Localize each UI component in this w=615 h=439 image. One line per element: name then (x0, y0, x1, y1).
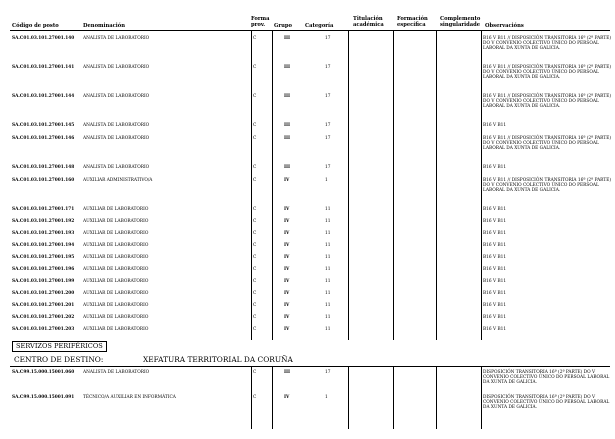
header-complemento: Complemento singularidade (440, 16, 481, 28)
cell-code: SA.C01.03.101.27001.195 (12, 255, 75, 260)
cell-code: SA.C01.03.101.27001.160 (12, 178, 75, 183)
cell-observacions: B16 V B11 // DISPOSICIÓN TRANSITORIA 16ª (2ª PARTE) DO V CONVENIO COLECTIVO ÚNICO DO PERSOAL LABORAL DA XUNTA DE GALICIA. (483, 94, 612, 110)
cell-grupo: IV (284, 178, 290, 183)
cell-grupo: IV (284, 315, 290, 320)
cell-forma: C (253, 243, 257, 248)
cell-denominacion: AUXILIAR DE LABORATORIO (83, 279, 149, 284)
cell-forma: C (253, 178, 257, 183)
cell-code: SA.C01.03.101.27001.196 (12, 267, 75, 272)
cell-categoria: 17 (325, 165, 331, 170)
cell-forma: C (253, 207, 257, 212)
cell-denominacion: ANALISTA DE LABORATORIO (83, 370, 150, 375)
cell-code: SA.C01.03.101.27001.194 (12, 243, 75, 248)
centro-underline (10, 366, 610, 367)
col-separator (272, 367, 273, 429)
cell-grupo: III (284, 65, 291, 70)
cell-code: SA.C01.03.101.27001.193 (12, 231, 75, 236)
cell-denominacion: TÉCNICO/A AUXILIAR EN INFORMÁTICA (83, 395, 176, 400)
cell-code: SA.C01.03.101.27001.146 (12, 136, 75, 141)
cell-code: SA.C01.03.101.27001.171 (12, 207, 75, 212)
cell-observacions: B16 V B11 // DISPOSICIÓN TRANSITORIA 16ª (2ª PARTE) DO V CONVENIO COLECTIVO ÚNICO DO PERSOAL LABORAL DA XUNTA DE GALICIA. (483, 136, 612, 152)
cell-grupo: IV (284, 327, 290, 332)
cell-grupo: III (284, 136, 291, 141)
cell-observacions: B16 V B11 (483, 291, 507, 296)
cell-grupo: IV (284, 243, 290, 248)
cell-forma: C (253, 231, 257, 236)
cell-observacions: B16 V B11 // DISPOSICIÓN TRANSITORIA 16ª (2ª PARTE) DO V CONVENIO COLECTIVO ÚNICO DO PERSOAL LABORAL DA XUNTA DE GALICIA. (483, 36, 612, 52)
cell-observacions: B16 V B11 (483, 243, 507, 248)
cell-forma: C (253, 36, 257, 41)
cell-forma: C (253, 315, 257, 320)
col-separator (436, 31, 437, 340)
col-separator (251, 31, 252, 340)
cell-denominacion: ANALISTA DE LABORATORIO (83, 94, 150, 99)
cell-grupo: III (284, 123, 291, 128)
cell-grupo: IV (284, 231, 290, 236)
cell-denominacion: AUXILIAR DE LABORATORIO (83, 303, 149, 308)
cell-forma: C (253, 303, 257, 308)
cell-categoria: 11 (325, 267, 331, 272)
cell-observacions: B16 V B11 (483, 207, 507, 212)
cell-categoria: 11 (325, 255, 331, 260)
col-separator (348, 31, 349, 340)
cell-denominacion: ANALISTA DE LABORATORIO (83, 136, 150, 141)
cell-denominacion: AUXILIAR DE LABORATORIO (83, 327, 149, 332)
cell-grupo: IV (284, 279, 290, 284)
cell-denominacion: AUXILIAR DE LABORATORIO (83, 219, 149, 224)
cell-forma: C (253, 279, 257, 284)
cell-denominacion: AUXILIAR DE LABORATORIO (83, 255, 149, 260)
header-underline (10, 30, 610, 31)
cell-grupo: III (284, 94, 291, 99)
header-categoria: Categoría (305, 23, 334, 29)
cell-categoria: 11 (325, 279, 331, 284)
cell-forma: C (253, 255, 257, 260)
cell-forma: C (253, 123, 257, 128)
cell-observacions: B16 V B11 (483, 165, 507, 170)
cell-categoria: 11 (325, 243, 331, 248)
cell-grupo: IV (284, 207, 290, 212)
cell-categoria: 17 (325, 123, 331, 128)
cell-code: SA.C01.03.101.27001.144 (12, 94, 75, 99)
cell-denominacion: AUXILIAR DE LABORATORIO (83, 315, 149, 320)
cell-denominacion: ANALISTA DE LABORATORIO (83, 36, 150, 41)
cell-forma: C (253, 136, 257, 141)
col-separator (393, 367, 394, 429)
col-separator (272, 31, 273, 340)
cell-grupo: IV (284, 291, 290, 296)
cell-categoria: 11 (325, 219, 331, 224)
header-titulacion: Titulación académica (353, 16, 384, 28)
cell-denominacion: AUXILIAR DE LABORATORIO (83, 291, 149, 296)
col-separator (481, 31, 482, 340)
cell-grupo: IV (284, 219, 290, 224)
cell-observacions: B16 V B11 (483, 267, 507, 272)
cell-observacions: B16 V B11 (483, 231, 507, 236)
cell-denominacion: AUXILIAR DE LABORATORIO (83, 207, 149, 212)
cell-categoria: 17 (325, 370, 331, 375)
cell-grupo: IV (284, 267, 290, 272)
cell-code: SA.C01.03.101.27001.201 (12, 303, 75, 308)
cell-categoria: 11 (325, 231, 331, 236)
cell-code: SA.C01.03.101.27001.199 (12, 279, 75, 284)
cell-categoria: 11 (325, 315, 331, 320)
cell-denominacion: AUXILIAR DE LABORATORIO (83, 231, 149, 236)
cell-categoria: 11 (325, 291, 331, 296)
cell-observacions: B16 V B11 (483, 315, 507, 320)
cell-grupo: IV (284, 255, 290, 260)
cell-observacions: B16 V B11 (483, 219, 507, 224)
header-observacions: Observacións (485, 23, 524, 29)
cell-observacions: B16 V B11 (483, 123, 507, 128)
cell-forma: C (253, 165, 257, 170)
cell-categoria: 17 (325, 65, 331, 70)
header-grupo: Grupo (274, 23, 293, 29)
header-code: Código de posto (12, 23, 59, 29)
centro-name: XEFATURA TERRITORIAL DA CORUÑA (143, 355, 293, 364)
cell-grupo: III (284, 36, 291, 41)
cell-code: SA.C99.15.000.15001.091 (12, 395, 75, 400)
cell-categoria: 11 (325, 303, 331, 308)
cell-code: SA.C01.03.101.27001.141 (12, 65, 75, 70)
cell-forma: C (253, 94, 257, 99)
cell-categoria: 17 (325, 136, 331, 141)
cell-denominacion: AUXILIAR DE LABORATORIO (83, 267, 149, 272)
cell-forma: C (253, 370, 257, 375)
centro-label: CENTRO DE DESTINO: (14, 355, 104, 364)
cell-categoria: 1 (325, 395, 328, 400)
col-separator (436, 367, 437, 429)
cell-grupo: III (284, 370, 291, 375)
cell-forma: C (253, 267, 257, 272)
cell-code: SA.C01.03.101.27001.202 (12, 315, 75, 320)
cell-observacions: B16 V B11 (483, 255, 507, 260)
col-separator (348, 367, 349, 429)
section-servizos-perifericos: SERVIZOS PERIFÉRICOS (12, 341, 107, 352)
cell-denominacion: ANALISTA DE LABORATORIO (83, 65, 150, 70)
cell-forma: C (253, 395, 257, 400)
cell-code: SA.C01.03.101.27001.192 (12, 219, 75, 224)
col-separator (481, 367, 482, 429)
cell-denominacion: AUXILIAR ADMINISTRATIVO/A (83, 178, 153, 183)
col-separator (251, 367, 252, 429)
cell-code: SA.C01.03.101.27001.200 (12, 291, 75, 296)
cell-grupo: III (284, 165, 291, 170)
cell-denominacion: ANALISTA DE LABORATORIO (83, 123, 150, 128)
cell-observacions: B16 V B11 // DISPOSICIÓN TRANSITORIA 16ª (2ª PARTE) DO V CONVENIO COLECTIVO ÚNICO DO PERSOAL LABORAL DA XUNTA DE GALICIA. (483, 65, 612, 81)
cell-code: SA.C01.03.101.27001.203 (12, 327, 75, 332)
cell-categoria: 17 (325, 94, 331, 99)
cell-code: SA.C99.15.000.15001.060 (12, 370, 75, 375)
cell-categoria: 11 (325, 207, 331, 212)
cell-denominacion: AUXILIAR DE LABORATORIO (83, 243, 149, 248)
cell-grupo: IV (284, 395, 290, 400)
cell-grupo: IV (284, 303, 290, 308)
cell-denominacion: ANALISTA DE LABORATORIO (83, 165, 150, 170)
cell-code: SA.C01.03.101.27001.148 (12, 165, 75, 170)
cell-categoria: 1 (325, 178, 328, 183)
cell-observacions: B16 V B11 (483, 327, 507, 332)
col-separator (393, 31, 394, 340)
cell-forma: C (253, 65, 257, 70)
header-formacion: Formación específica (397, 16, 428, 28)
header-denominacion: Denominación (83, 23, 125, 29)
cell-code: SA.C01.03.101.27001.145 (12, 123, 75, 128)
cell-observacions: B16 V B11 (483, 303, 507, 308)
cell-observacions: DISPOSICIÓN TRANSITORIA 16ª (2ª PARTE) DO V CONVENIO COLECTIVO ÚNICO DO PERSOAL LABORAL DA XUNTA DE GALICIA. (483, 370, 610, 386)
cell-forma: C (253, 291, 257, 296)
cell-observacions: B16 V B11 (483, 279, 507, 284)
cell-forma: C (253, 327, 257, 332)
cell-observacions: B16 V B11 // DISPOSICIÓN TRANSITORIA 16ª (2ª PARTE) DO V CONVENIO COLECTIVO ÚNICO DO PERSOAL LABORAL DA XUNTA DE GALICIA. (483, 178, 612, 194)
header-forma: Forma prov. (251, 16, 270, 28)
cell-code: SA.C01.03.101.27001.140 (12, 36, 75, 41)
cell-forma: C (253, 219, 257, 224)
cell-observacions: DISPOSICIÓN TRANSITORIA 16ª (2ª PARTE) DO V CONVENIO COLECTIVO ÚNICO DO PERSOAL LABORAL DA XUNTA DE GALICIA. (483, 395, 610, 411)
cell-categoria: 17 (325, 36, 331, 41)
cell-categoria: 11 (325, 327, 331, 332)
